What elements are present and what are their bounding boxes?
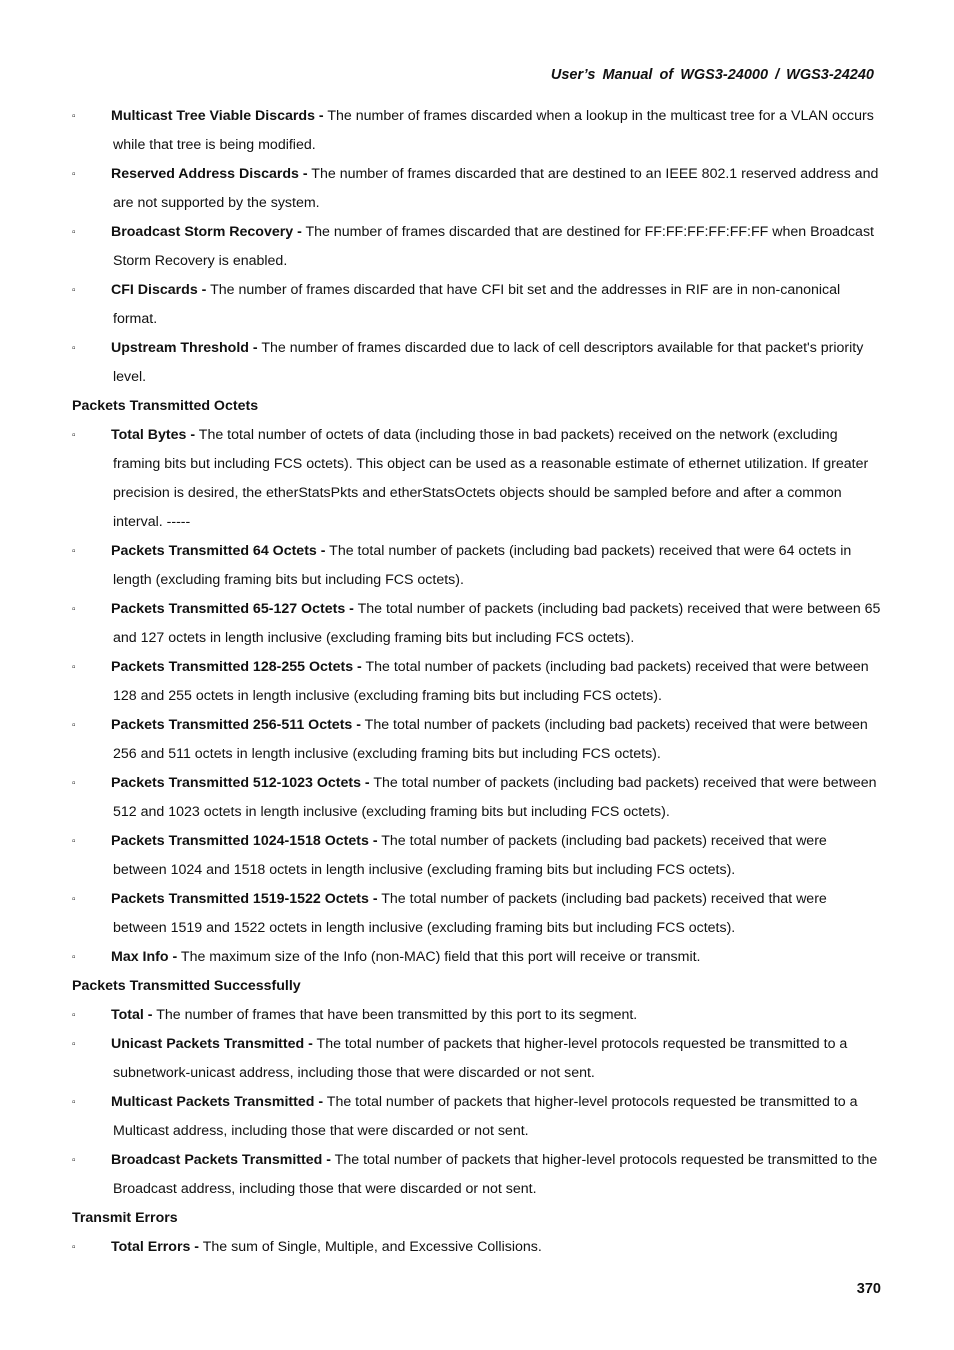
term-description: The number of frames that have been transmitted by this port to its segment. bbox=[152, 1007, 638, 1023]
bullet-icon: ▫ bbox=[72, 430, 76, 441]
bullet-icon: ▫ bbox=[72, 343, 76, 354]
term-label: Packets Transmitted 64 Octets - bbox=[111, 543, 326, 559]
term-description: The total number of packets that higher-level protocols requested be transmitted to a Multicast address, including those that were discarded or not sent. bbox=[113, 1094, 858, 1139]
term-label: Upstream Threshold - bbox=[111, 340, 258, 356]
bullet-icon: ▫ bbox=[72, 227, 76, 238]
term-label: Packets Transmitted 1519-1522 Octets - bbox=[111, 891, 378, 907]
list-item-text bbox=[113, 160, 884, 218]
term-description: The total number of packets that higher-level protocols requested be transmitted to the Broadcast address, including those that were discarded or not sent. bbox=[113, 1152, 878, 1197]
term-description: The total number of packets (including bad packets) received that were between 512 and 1023 octets in length inclusive (excluding framing bits but including FCS octets). bbox=[113, 775, 877, 820]
list-item-text bbox=[113, 1030, 884, 1088]
term-label: CFI Discards - bbox=[111, 282, 207, 298]
term-description: The total number of packets (including bad packets) received that were between 256 and 511 octets in length inclusive (excluding framing bits but including FCS octets). bbox=[113, 717, 868, 762]
list-item bbox=[72, 943, 884, 972]
list-item-text bbox=[113, 218, 884, 276]
term-label: Multicast Tree Viable Discards - bbox=[111, 108, 324, 124]
term-description: The total number of packets (including bad packets) received that were 64 octets in length (excluding framing bits but including FCS octets). bbox=[113, 543, 852, 588]
bullet-icon: ▫ bbox=[72, 662, 76, 673]
list-item bbox=[72, 334, 884, 392]
list-item bbox=[72, 276, 884, 334]
term-label: Unicast Packets Transmitted - bbox=[111, 1036, 313, 1052]
list-item-text bbox=[113, 421, 884, 537]
list-item-text bbox=[113, 769, 884, 827]
bullet-icon: ▫ bbox=[72, 604, 76, 615]
term-description: The total number of packets that higher-level protocols requested be transmitted to a subnetwork-unicast address, including those that were discarded or not sent. bbox=[113, 1036, 848, 1081]
document-body bbox=[72, 102, 884, 1262]
list-item-text bbox=[113, 595, 884, 653]
section-heading: Packets Transmitted Octets bbox=[72, 398, 259, 414]
term-description: The total number of octets of data (including those in bad packets) received on the network (excluding framing bits but including FCS octets). This object can be used as a reasonable estimate of ethernet utilization. If greater precision is desired, the etherStatsPkts and etherStatsOctets objects should be sampled before and after a common interval. ----- bbox=[113, 427, 869, 530]
section-heading: Packets Transmitted Successfully bbox=[72, 978, 301, 994]
list-item bbox=[72, 1088, 884, 1146]
list-item bbox=[72, 102, 884, 160]
term-description: The total number of packets (including bad packets) received that were between 128 and 255 octets in length inclusive (excluding framing bits but including FCS octets). bbox=[113, 659, 869, 704]
list-item-text bbox=[113, 334, 884, 392]
list-item bbox=[72, 595, 884, 653]
list-item-text bbox=[113, 1088, 884, 1146]
list-item-text bbox=[113, 943, 884, 972]
term-description: The number of frames discarded that are destined to an IEEE 802.1 reserved address and are not supported by the system. bbox=[113, 166, 879, 211]
term-description: The maximum size of the Info (non-MAC) field that this port will receive or transmit. bbox=[177, 949, 701, 965]
term-description: The sum of Single, Multiple, and Excessive Collisions. bbox=[199, 1239, 542, 1255]
list-item bbox=[72, 1233, 884, 1262]
term-label: Total - bbox=[111, 1007, 153, 1023]
list-item bbox=[72, 885, 884, 943]
list-item-text bbox=[113, 885, 884, 943]
list-item bbox=[72, 827, 884, 885]
term-label: Packets Transmitted 65-127 Octets - bbox=[111, 601, 354, 617]
term-label: Total Bytes - bbox=[111, 427, 196, 443]
term-label: Packets Transmitted 128-255 Octets - bbox=[111, 659, 362, 675]
term-description: The number of frames discarded due to lack of cell descriptors available for that packet's priority level. bbox=[113, 340, 864, 385]
term-description: The total number of packets (including bad packets) received that were between 1519 and 1522 octets in length inclusive (excluding framing bits but including FCS octets). bbox=[113, 891, 827, 936]
list-item bbox=[72, 711, 884, 769]
list-item-text bbox=[113, 827, 884, 885]
bullet-icon: ▫ bbox=[72, 111, 76, 122]
list-item-text bbox=[113, 1233, 884, 1262]
term-label: Packets Transmitted 1024-1518 Octets - bbox=[111, 833, 378, 849]
page-header: User’s Manual of WGS3-24000 / WGS3-24240 bbox=[550, 67, 874, 83]
list-item-text bbox=[113, 102, 884, 160]
list-item bbox=[72, 769, 884, 827]
list-item bbox=[72, 653, 884, 711]
term-description: The total number of packets (including bad packets) received that were between 65 and 127 octets in length inclusive (excluding framing bits but including FCS octets). bbox=[113, 601, 881, 646]
term-description: The total number of packets (including bad packets) received that were between 1024 and 1518 octets in length inclusive (excluding framing bits but including FCS octets). bbox=[113, 833, 827, 878]
bullet-icon: ▫ bbox=[72, 1039, 76, 1050]
list-item-text bbox=[113, 653, 884, 711]
term-description: The number of frames discarded that are destined for FF:FF:FF:FF:FF:FF when Broadcast Storm Recovery is enabled. bbox=[113, 224, 874, 269]
term-label: Broadcast Storm Recovery - bbox=[111, 224, 302, 240]
list-item bbox=[72, 1146, 884, 1204]
list-item bbox=[72, 160, 884, 218]
list-item-text bbox=[113, 1146, 884, 1204]
term-label: Broadcast Packets Transmitted - bbox=[111, 1152, 331, 1168]
list-item bbox=[72, 218, 884, 276]
bullet-icon: ▫ bbox=[72, 952, 76, 963]
term-label: Multicast Packets Transmitted - bbox=[111, 1094, 324, 1110]
bullet-icon: ▫ bbox=[72, 285, 76, 296]
bullet-icon: ▫ bbox=[72, 1155, 76, 1166]
section-heading: Transmit Errors bbox=[72, 1210, 178, 1226]
list-item-text bbox=[113, 1001, 884, 1030]
bullet-icon: ▫ bbox=[72, 720, 76, 731]
bullet-icon: ▫ bbox=[72, 169, 76, 180]
term-description: The number of frames discarded that have CFI bit set and the addresses in RIF are in non-canonical format. bbox=[113, 282, 841, 327]
list-item bbox=[72, 537, 884, 595]
bullet-icon: ▫ bbox=[72, 836, 76, 847]
bullet-icon: ▫ bbox=[72, 1010, 76, 1021]
list-item-text bbox=[113, 537, 884, 595]
bullet-icon: ▫ bbox=[72, 778, 76, 789]
term-label: Max Info - bbox=[111, 949, 178, 965]
list-item bbox=[72, 421, 884, 537]
term-label: Packets Transmitted 256-511 Octets - bbox=[111, 717, 361, 733]
bullet-icon: ▫ bbox=[72, 894, 76, 905]
term-label: Reserved Address Discards - bbox=[111, 166, 308, 182]
bullet-icon: ▫ bbox=[72, 546, 76, 557]
list-item-text bbox=[113, 276, 884, 334]
bullet-icon: ▫ bbox=[72, 1242, 76, 1253]
list-item bbox=[72, 1030, 884, 1088]
bullet-icon: ▫ bbox=[72, 1097, 76, 1108]
term-label: Packets Transmitted 512-1023 Octets - bbox=[111, 775, 370, 791]
list-item bbox=[72, 1001, 884, 1030]
list-item-text bbox=[113, 711, 884, 769]
term-label: Total Errors - bbox=[111, 1239, 200, 1255]
term-description: The number of frames discarded when a lookup in the multicast tree for a VLAN occurs while that tree is being modified. bbox=[113, 108, 874, 153]
page-number: 370 bbox=[856, 1281, 881, 1297]
